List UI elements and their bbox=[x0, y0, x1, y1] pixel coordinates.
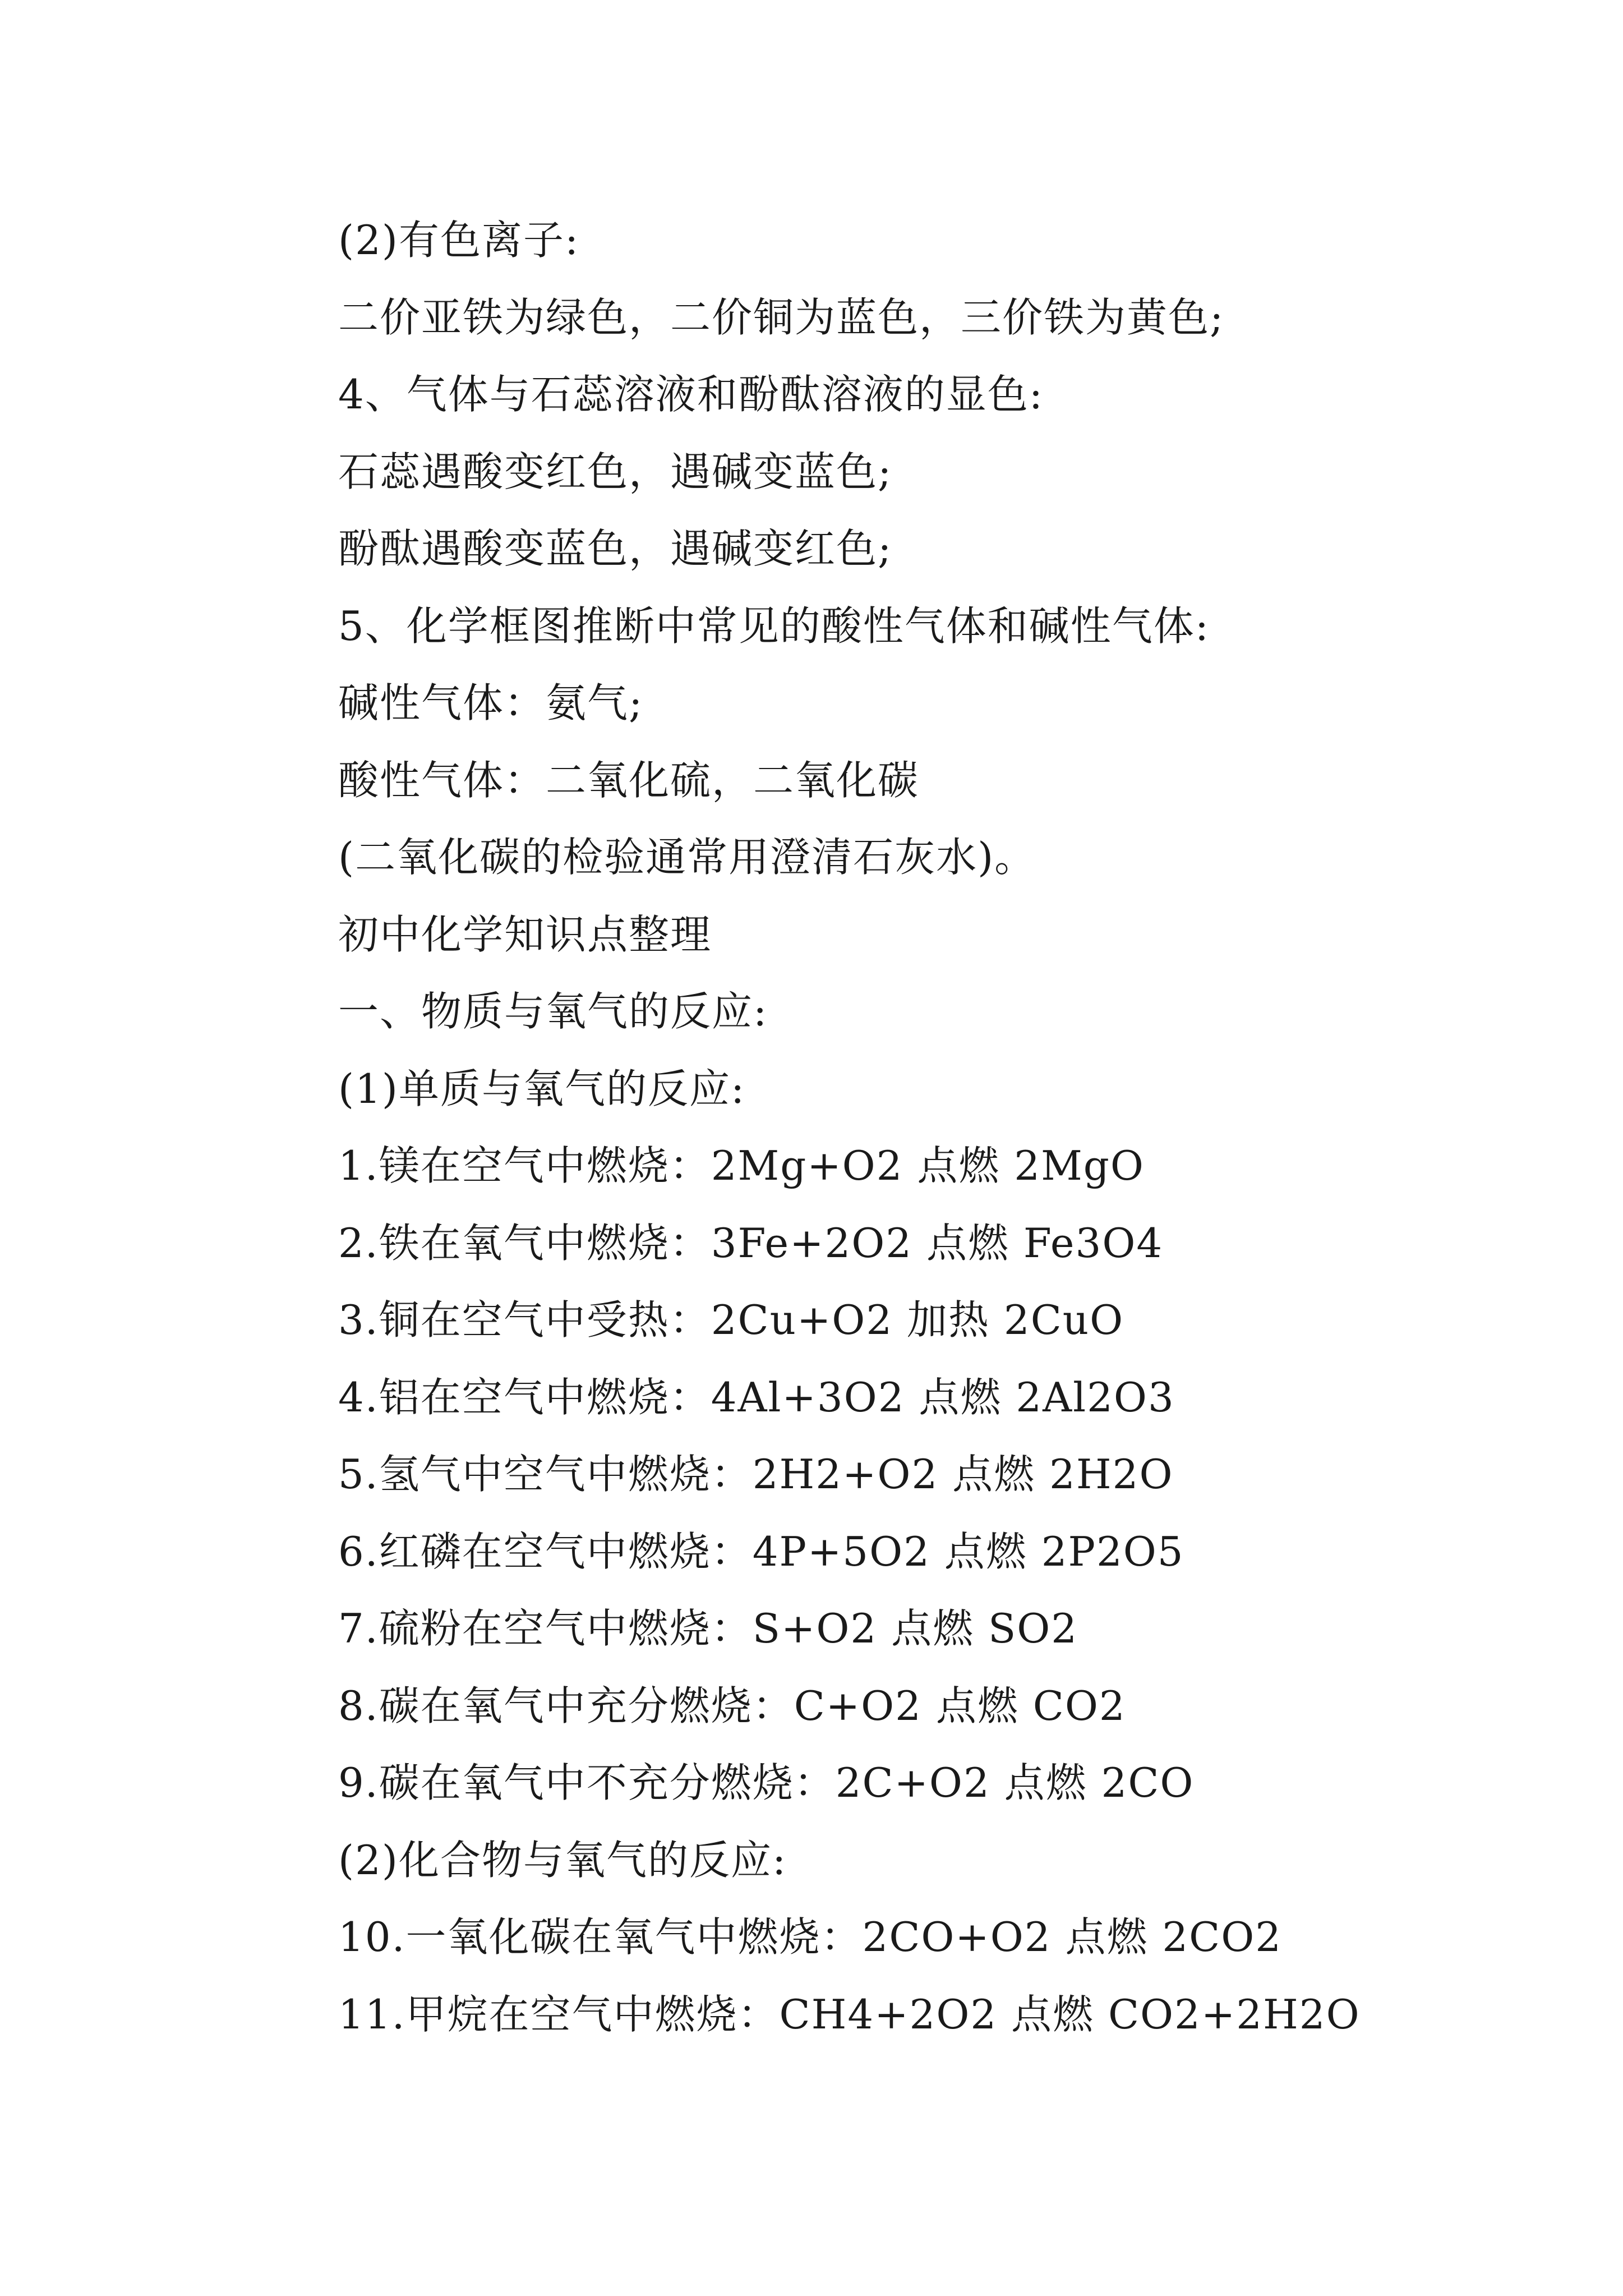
text-line: (二氧化碳的检验通常用澄清石灰水)。 bbox=[338, 834, 1036, 881]
subsection-heading: (2)化合物与氧气的反应: bbox=[338, 1836, 787, 1884]
reaction-line: 10.一氧化碳在氧气中燃烧：2CO+O2 点燃 2CO2 bbox=[338, 1913, 1283, 1961]
reaction-line: 3.铜在空气中受热：2Cu+O2 加热 2CuO bbox=[338, 1296, 1124, 1343]
reaction-line: 4.铝在空气中燃烧：4Al+3O2 点燃 2Al2O3 bbox=[338, 1373, 1175, 1421]
reaction-line: 8.碳在氧气中充分燃烧：C+O2 点燃 CO2 bbox=[338, 1682, 1126, 1729]
reaction-line: 6.红磷在空气中燃烧：4P+5O2 点燃 2P2O5 bbox=[338, 1527, 1184, 1575]
text-line: 碱性气体：氨气; bbox=[338, 679, 644, 726]
text-line: 5、化学框图推断中常见的酸性气体和碱性气体: bbox=[338, 602, 1210, 650]
reaction-line: 1.镁在空气中燃烧：2Mg+O2 点燃 2MgO bbox=[338, 1142, 1145, 1189]
text-line: 酸性气体：二氧化硫，二氧化碳 bbox=[338, 756, 920, 804]
text-line: 酚酞遇酸变蓝色，遇碱变红色; bbox=[338, 525, 893, 572]
reaction-line: 5.氢气中空气中燃烧：2H2+O2 点燃 2H2O bbox=[338, 1451, 1174, 1498]
text-line: 4、气体与石蕊溶液和酚酞溶液的显色: bbox=[338, 371, 1044, 418]
reaction-line: 2.铁在氧气中燃烧：3Fe+2O2 点燃 Fe3O4 bbox=[338, 1219, 1164, 1267]
reaction-line: 7.硫粉在空气中燃烧：S+O2 点燃 SO2 bbox=[338, 1605, 1078, 1652]
text-line: (2)有色离子: bbox=[338, 217, 580, 264]
section-heading: 初中化学知识点整理 bbox=[338, 910, 712, 958]
subsection-heading: (1)单质与氧气的反应: bbox=[338, 1065, 746, 1112]
text-line: 二价亚铁为绿色，二价铜为蓝色，三价铁为黄色; bbox=[338, 293, 1225, 341]
reaction-line: 11.甲烷在空气中燃烧：CH4+2O2 点燃 CO2+2H2O bbox=[338, 1990, 1361, 2038]
reaction-line: 9.碳在氧气中不充分燃烧：2C+O2 点燃 2CO bbox=[338, 1759, 1195, 1806]
document-body bbox=[338, 202, 1572, 2053]
text-line: 石蕊遇酸变红色，遇碱变蓝色; bbox=[338, 448, 893, 495]
section-heading: 一、物质与氧气的反应: bbox=[338, 988, 768, 1035]
